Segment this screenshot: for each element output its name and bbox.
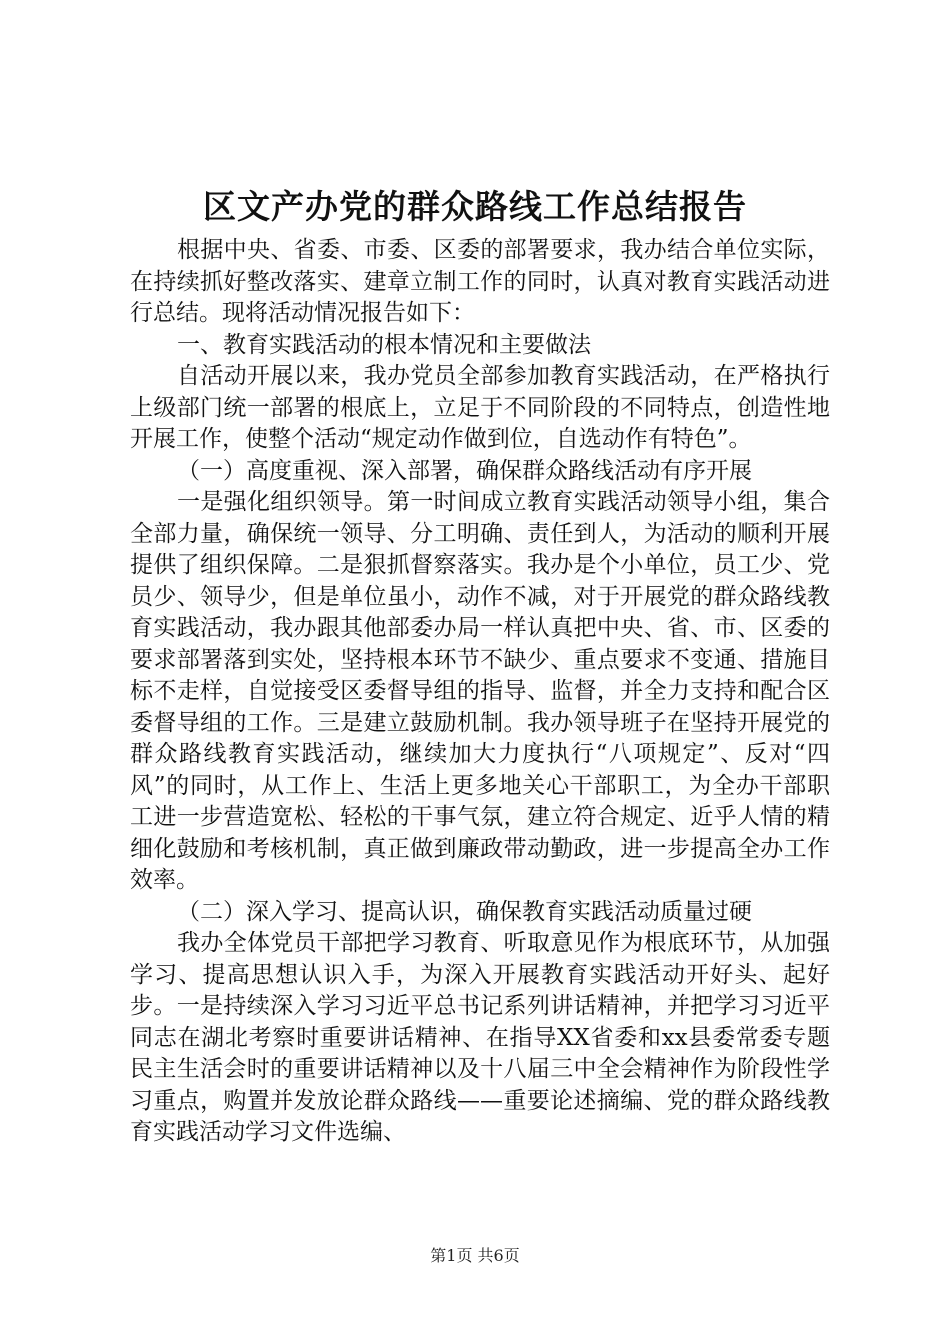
body-paragraph: 我办全体党员干部把学习教育、听取意见作为根底环节，从加强学习、提高思想认识入手，为深入开展教育实践活动开好头、起好步。一是持续深入学习习近平总书记系列讲话精神，并把学习习近平同志在湖北考察时重要讲话精神、在指导XX省委和xx县委常委专题民主生活会时的重要讲话精神以及十八届三中全会精神作为阶段性学习重点，购置并发放论群众路线——重要论述摘编、党的群众路线教育实践活动学习文件选编、: [130, 930, 830, 1145]
intro-paragraph: 根据中央、省委、市委、区委的部署要求，我办结合单位实际，在持续抓好整改落实、建章立制工作的同时，认真对教育实践活动进行总结。现将活动情况报告如下：: [130, 237, 830, 326]
document-title: 区文产办党的群众路线工作总结报告: [203, 187, 747, 226]
subsection-heading-1: （一）高度重视、深入部署，确保群众路线活动有序开展: [177, 457, 752, 484]
body-paragraph: 自活动开展以来，我办党员全部参加教育实践活动，在严格执行上级部门统一部署的根底上，立足于不同阶段的不同特点，创造性地开展工作，使整个活动“规定动作做到位，自选动作有特色”。: [130, 363, 830, 452]
subsection-heading-2: （二）深入学习、提高认识，确保教育实践活动质量过硬: [177, 898, 752, 925]
section-heading-1: 一、教育实践活动的根本情况和主要做法: [177, 331, 591, 358]
body-paragraph: 一是强化组织领导。第一时间成立教育实践活动领导小组，集合全部力量，确保统一领导、分工明确、责任到人，为活动的顺利开展提供了组织保障。二是狠抓督察落实。我办是个小单位，员工少、党员少、领导少，但是单位虽小，动作不减，对于开展党的群众路线教育实践活动，我办跟其他部委办局一样认真把中央、省、市、区委的要求部署落到实处，坚持根本环节不缺少、重点要求不变通、措施目标不走样，自觉接受区委督导组的指导、监督，并全力支持和配合区委督导组的工作。三是建立鼓励机制。我办领导班子在坚持开展党的群众路线教育实践活动，继续加大力度执行“八项规定”、反对“四风”的同时，从工作上、生活上更多地关心干部职工，为全办干部职工进一步营造宽松、轻松的干事气氛，建立符合规定、近乎人情的精细化鼓励和考核机制，真正做到廉政带动勤政，进一步提高全办工作效率。: [130, 489, 830, 893]
document-body: [130, 235, 830, 1149]
page-number-footer: 第1页 共6页: [430, 1246, 520, 1265]
